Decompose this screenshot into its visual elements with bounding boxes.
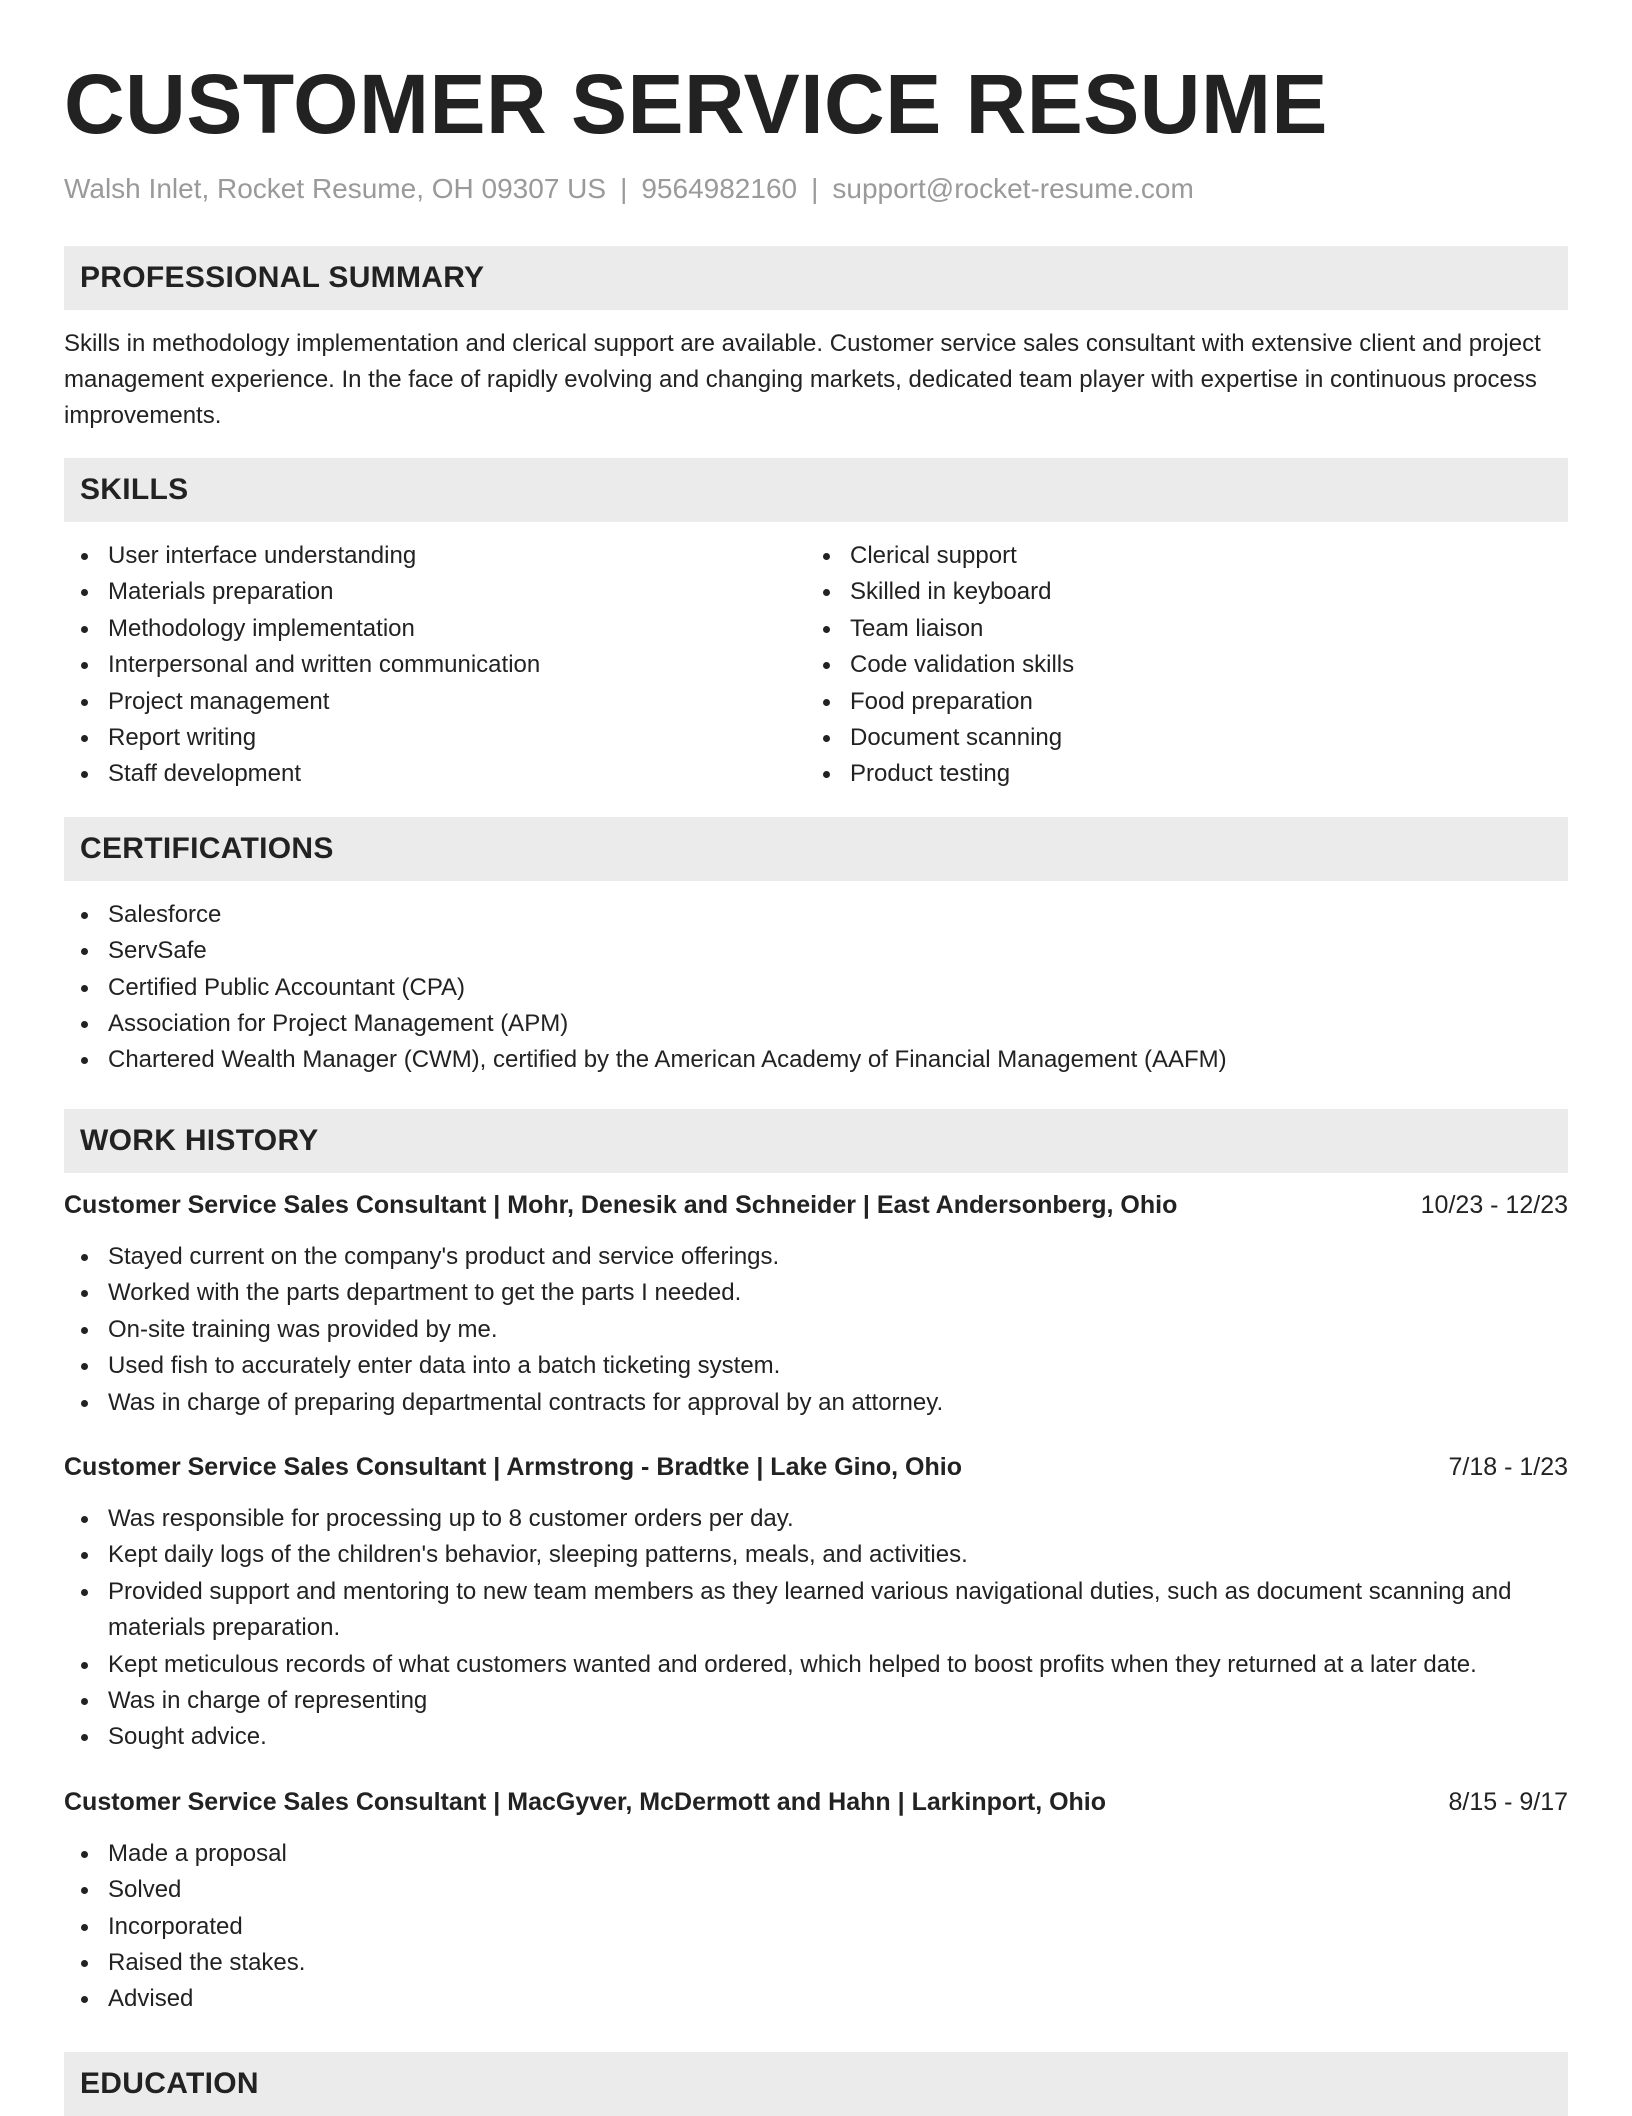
job-bullet: Was in charge of preparing departmental contracts for approval by an attorney.	[64, 1385, 1568, 1421]
skills-columns	[64, 538, 1568, 793]
job-title: Customer Service Sales Consultant | Armstrong - Bradtke | Lake Gino, Ohio	[64, 1452, 962, 1481]
job-bullet: Used fish to accurately enter data into a batch ticketing system.	[64, 1348, 1568, 1384]
skill-item: Team liaison	[806, 611, 1548, 647]
contact-separator: |	[620, 173, 628, 204]
job-bullet: Kept meticulous records of what customers wanted and ordered, which helped to boost profits when they returned at a later date.	[64, 1647, 1568, 1683]
job-bullet: Was in charge of representing	[64, 1683, 1568, 1719]
job-bullet: Solved	[64, 1872, 1568, 1908]
skill-item: Product testing	[806, 756, 1548, 792]
section-heading-certifications: CERTIFICATIONS	[64, 817, 1568, 881]
job-header	[64, 1449, 1568, 1485]
job-bullet: Was responsible for processing up to 8 customer orders per day.	[64, 1501, 1568, 1537]
skill-item: Food preparation	[806, 684, 1548, 720]
job-bullet: Raised the stakes.	[64, 1945, 1568, 1981]
job-header	[64, 1784, 1568, 1820]
section-heading-work-history: WORK HISTORY	[64, 1109, 1568, 1173]
skills-list-right	[806, 538, 1548, 793]
job-title: Customer Service Sales Consultant | Mohr, Denesik and Schneider | East Andersonberg, Ohio	[64, 1190, 1178, 1219]
contact-address: Walsh Inlet, Rocket Resume, OH 09307 US	[64, 173, 607, 204]
job-bullets	[64, 1501, 1568, 1756]
skill-item: Skilled in keyboard	[806, 574, 1548, 610]
skills-list-left	[64, 538, 806, 793]
skill-item: Code validation skills	[806, 647, 1548, 683]
job-header	[64, 1187, 1568, 1223]
certification-item: Chartered Wealth Manager (CWM), certified by the American Academy of Financial Management (AAFM)	[64, 1042, 1568, 1078]
contact-email: support@rocket-resume.com	[832, 173, 1194, 204]
certification-item: Association for Project Management (APM)	[64, 1006, 1568, 1042]
job-bullet: Stayed current on the company's product and service offerings.	[64, 1239, 1568, 1275]
section-heading-education: EDUCATION	[64, 2052, 1568, 2116]
section-heading-skills: SKILLS	[64, 458, 1568, 522]
skill-item: Project management	[64, 684, 806, 720]
skill-item: Clerical support	[806, 538, 1548, 574]
certification-item: Salesforce	[64, 897, 1568, 933]
job-bullet: On-site training was provided by me.	[64, 1312, 1568, 1348]
summary-text: Skills in methodology implementation and clerical support are available. Customer service sales consultant with extensive client and project management experience. In the face of rapidly evolving and changing markets, dedicated team player with expertise in continuous process improvements.	[64, 330, 1541, 429]
skill-item: Staff development	[64, 756, 806, 792]
job-bullet: Worked with the parts department to get the parts I needed.	[64, 1275, 1568, 1311]
resume-title: CUSTOMER SERVICE RESUME	[64, 57, 1328, 151]
certification-item: Certified Public Accountant (CPA)	[64, 970, 1568, 1006]
job-bullet: Provided support and mentoring to new team members as they learned various navigational duties, such as document scanning and materials preparation.	[64, 1574, 1568, 1647]
resume-page	[64, 0, 1568, 2116]
job-bullet: Kept daily logs of the children's behavior, sleeping patterns, meals, and activities.	[64, 1537, 1568, 1573]
job-entry	[64, 1784, 1568, 2018]
skill-item: Materials preparation	[64, 574, 806, 610]
section-heading-summary: PROFESSIONAL SUMMARY	[64, 246, 1568, 310]
job-bullet: Sought advice.	[64, 1719, 1568, 1755]
job-bullet: Incorporated	[64, 1909, 1568, 1945]
skill-item: User interface understanding	[64, 538, 806, 574]
job-bullet: Advised	[64, 1981, 1568, 2017]
job-bullets	[64, 1239, 1568, 1421]
contact-separator: |	[811, 173, 819, 204]
certifications-list	[64, 897, 1568, 1079]
certification-item: ServSafe	[64, 933, 1568, 969]
job-bullet: Made a proposal	[64, 1836, 1568, 1872]
skill-item: Methodology implementation	[64, 611, 806, 647]
job-dates: 7/18 - 1/23	[1448, 1452, 1568, 1481]
job-entry	[64, 1449, 1568, 1756]
job-entry	[64, 1187, 1568, 1421]
contact-line	[64, 172, 1568, 206]
job-title: Customer Service Sales Consultant | MacGyver, McDermott and Hahn | Larkinport, Ohio	[64, 1787, 1107, 1816]
skill-item: Document scanning	[806, 720, 1548, 756]
job-dates: 8/15 - 9/17	[1448, 1787, 1568, 1816]
job-bullets	[64, 1836, 1568, 2018]
contact-phone: 9564982160	[641, 173, 798, 204]
skill-item: Interpersonal and written communication	[64, 647, 806, 683]
job-dates: 10/23 - 12/23	[1420, 1190, 1568, 1219]
skill-item: Report writing	[64, 720, 806, 756]
